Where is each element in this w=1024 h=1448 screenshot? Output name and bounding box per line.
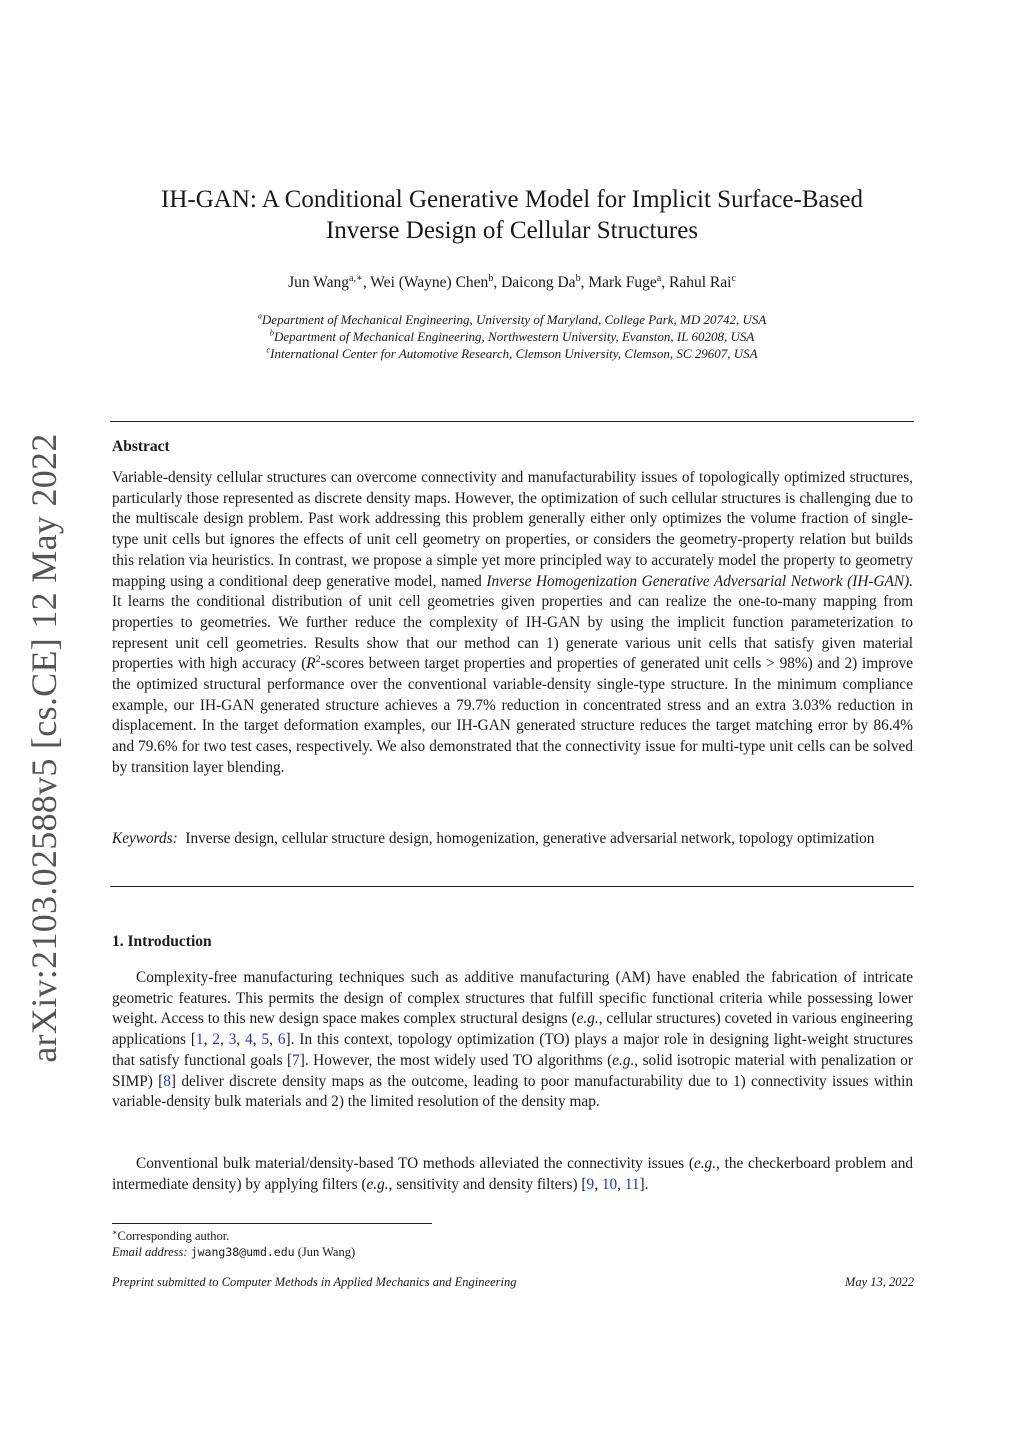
- citation-link[interactable]: 9: [586, 1175, 595, 1193]
- footnote: [112, 1228, 355, 1260]
- title-line-1: IH-GAN: A Conditional Generative Model for Implicit Surface-Based: [161, 186, 863, 213]
- footnote-rule: [112, 1223, 432, 1224]
- affiliation-list: [110, 311, 914, 362]
- footer-date: May 13, 2022: [844, 1275, 914, 1289]
- author-list: [110, 274, 914, 292]
- email-link[interactable]: jwang38@umd.edu: [190, 1245, 295, 1259]
- citation-link[interactable]: 5: [261, 1031, 270, 1049]
- citation-link[interactable]: 10: [601, 1175, 618, 1193]
- author: Daicong Da$^b$,: [501, 272, 589, 291]
- citation-link[interactable]: 11: [624, 1175, 640, 1193]
- footnote-corresponding: ∗Corresponding author.: [112, 1227, 230, 1243]
- footer-venue: Preprint submitted to Computer Methods in Applied Mechanics and Engineering: [112, 1275, 517, 1289]
- abstract-top-rule: [110, 421, 914, 422]
- affiliation: $^b$Department of Mechanical Engineering, Northwestern University, Evanston, IL 60208, USA: [269, 327, 755, 344]
- citation-link[interactable]: 2: [212, 1031, 220, 1049]
- citation-link[interactable]: 8: [163, 1072, 171, 1090]
- author: Mark Fuge$^a$,: [588, 272, 670, 291]
- citation-link[interactable]: 3: [228, 1031, 237, 1049]
- paper-title: [110, 184, 914, 246]
- introduction-paragraph-1: Complexity-free manufacturing techniques such as additive manufacturing (AM) have enabled the fabrication of intricate geometric features. This permits the design of complex structures that fulfill specific functional criteria while possessing lower weight. Access to this new design space makes complex structural designs (e.g., cellular structures) coveted in various engineering applications [1, 2, 3, 4, 5, 6]. In this context, topology optimization (TO) plays a major role in designing light-weight structures that satisfy functional goals [7]. However, the most widely used TO algorithms (e.g., solid isotropic material with penalization or SIMP) [8] deliver discrete density maps as the outcome, leading to poor manufacturability due to 1) connectivity issues within variable-density bulk materials and 2) the limited resolution of the density map.: [112, 969, 913, 1111]
- author: Jun Wang$^{a,∗}$,: [288, 272, 371, 291]
- section-heading-introduction: 1. Introduction: [112, 933, 212, 950]
- affiliation: $^a$Department of Mechanical Engineering, University of Maryland, College Park, MD 20742, USA: [257, 310, 767, 327]
- citation-link[interactable]: 4: [245, 1031, 253, 1049]
- citation-link[interactable]: 6: [277, 1031, 286, 1049]
- introduction-paragraph-2: Conventional bulk material/density-based TO methods alleviated the connectivity issues (e.g., the checkerboard problem and intermediate density) by applying filters (e.g., sensitivity and density filters) [9, 10, 11].: [112, 1155, 913, 1193]
- abstract-body: Variable-density cellular structures can overcome connectivity and manufacturability issues of topologically optimized structures, particularly those represented as discrete density maps. However, the optimization of such cellular structures is challenging due to the multiscale design problem. Past work addressing this problem generally either only optimizes the volume fraction of single-type unit cells but ignores the effects of unit cell geometry on properties, or considers the geometry-property relation but builds this relation via heuristics. In contrast, we propose a simple yet more principled way to accurately model the property to geometry mapping using a conditional deep generative model, named Inverse Homogenization Generative Adversarial Network (IH-GAN). It learns the conditional distribution of unit cell geometries given properties and can realize the one-to-many mapping from properties to geometries. We further reduce the complexity of IH-GAN by using the implicit function parameterization to represent unit cell geometries. Results show that our method can 1) generate various unit cells that satisfy given material properties with high accuracy ($R^2$-scores between target properties and properties of generated unit cells > 98%) and 2) improve the optimized structural performance over the conventional variable-density single-type structure. In the minimum compliance example, our IH-GAN generated structure achieves a 79.7% reduction in concentrated stress and an extra 3.03% reduction in displacement. In the target deformation examples, our IH-GAN generated structure reduces the target matching error by 86.4% and 79.6% for two test cases, respectively. We also demonstrated that the connectivity issue for multi-type unit cells can be solved by transition layer blending.: [112, 469, 913, 776]
- affiliation: $^c$International Center for Automotive Research, Clemson University, Clemson, SC 29607, USA: [266, 344, 758, 361]
- abstract-heading: Abstract: [112, 438, 170, 455]
- author: Wei (Wayne) Chen$^b$,: [370, 272, 502, 291]
- author: Rahul Rai$^c$: [669, 272, 736, 291]
- footnote-email: Email address: jwang38@umd.edu (Jun Wang): [112, 1245, 356, 1259]
- abstract-bottom-rule: [110, 886, 914, 887]
- keywords-label: Keywords:: [112, 830, 178, 847]
- citation-link[interactable]: 7: [292, 1051, 300, 1069]
- citation-link[interactable]: 1: [195, 1031, 204, 1049]
- arxiv-identifier: arXiv:2103.02588v5 [cs.CE] 12 May 2022: [24, 433, 64, 1063]
- keywords: [112, 829, 913, 850]
- model-name: Inverse Homogenization Generative Adversarial Network (IH-GAN).: [486, 572, 913, 590]
- keywords-text: Inverse design, cellular structure design, homogenization, generative adversarial network, topology optimization: [185, 830, 875, 847]
- title-line-2: Inverse Design of Cellular Structures: [325, 217, 699, 244]
